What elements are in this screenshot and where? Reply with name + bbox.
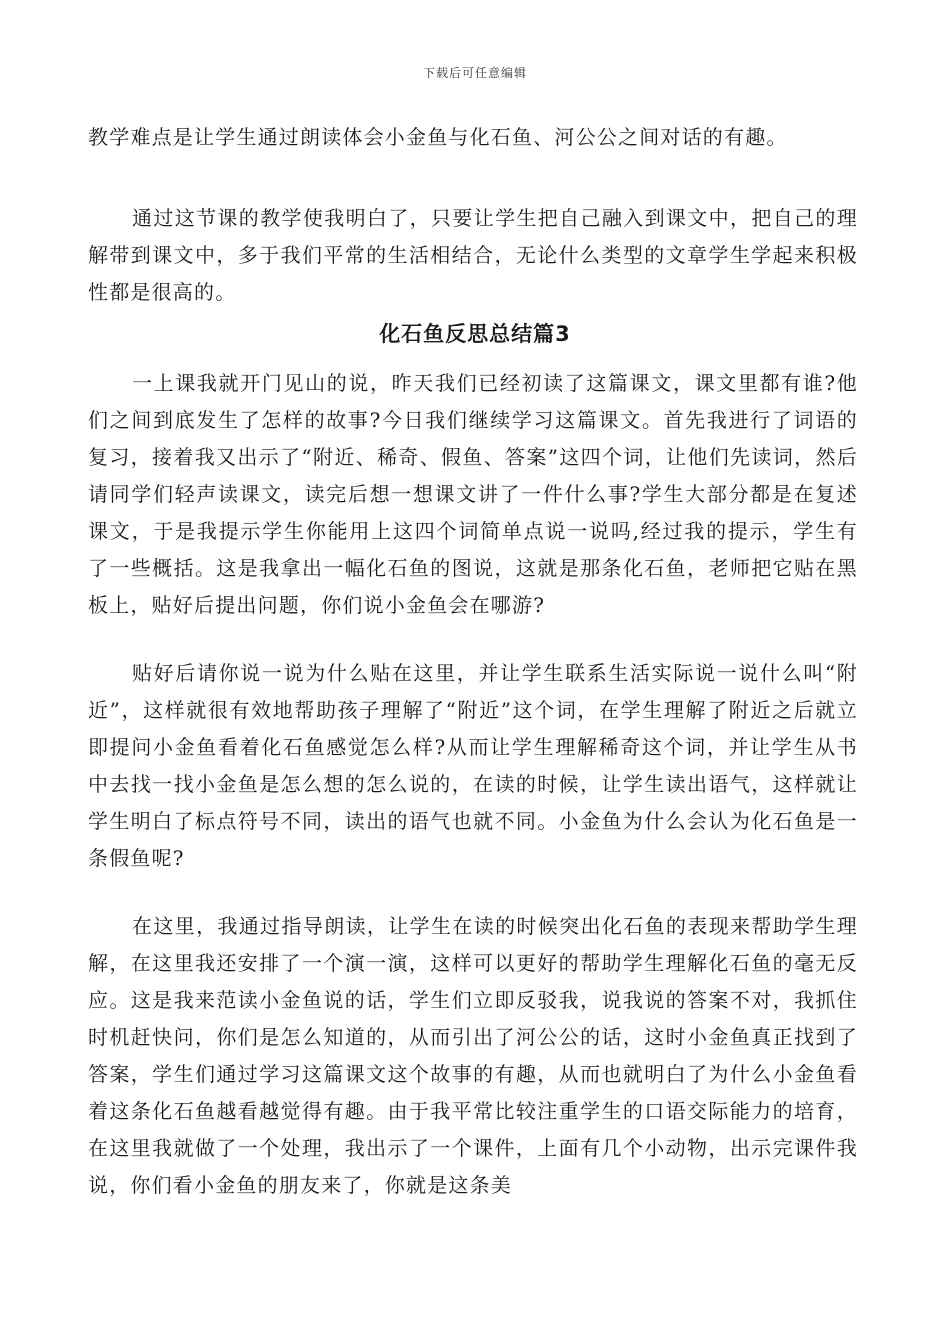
paragraph-lesson-insight: 通过这节课的教学使我明白了，只要让学生把自己融入到课文中，把自己的理解带到课文中，多于我们平常的生活相结合，无论什么类型的文章学生学起来积极性都是很高的。 (88, 206, 858, 304)
paragraph-vocabulary-explanation: 贴好后请你说一说为什么贴在这里，并让学生联系生活实际说一说什么叫“附近”，这样就很有效地帮助孩子理解了“附近”这个词，在学生理解了附近之后就立即提问小金鱼看着化石鱼感觉怎么样?从而让学生理解稀奇这个词，并让学生从书中去找一找小金鱼是怎么想的怎么说的，在读的时候，让学生读出语气，这样就让学生明白了标点符号不同，读出的语气也就不同。小金鱼为什么会认为化石鱼是一条假鱼呢? (88, 661, 858, 870)
page-header: 下载后可任意编辑 (422, 66, 527, 80)
paragraph-lesson-opening: 一上课我就开门见山的说，昨天我们已经初读了这篇课文，课文里都有谁?他们之间到底发生了怎样的故事?今日我们继续学习这篇课文。首先我进行了词语的复习，接着我又出示了“附近、稀奇、假鱼、答案”这四个词，让他们先读词，然后请同学们轻声读课文，读完后想一想课文讲了一件什么事?学生大部分都是在复述课文，于是我提示学生你能用上这四个词简单点说一说吗,经过我的提示，学生有了一些概括。这是我拿出一幅化石鱼的图说，这就是那条化石鱼，老师把它贴在黑板上，贴好后提出问题，你们说小金鱼会在哪游? (88, 371, 858, 617)
paragraph-teaching-difficulty: 教学难点是让学生通过朗读体会小金鱼与化石鱼、河公公之间对话的有趣。 (88, 125, 788, 149)
paragraph-reading-guidance: 在这里，我通过指导朗读，让学生在读的时候突出化石鱼的表现来帮助学生理解，在这里我还安排了一个演一演，这样可以更好的帮助学生理解化石鱼的毫无反应。这是我来范读小金鱼说的话，学生们立即反驳我，说我说的答案不对，我抓住时机赶快问，你们是怎么知道的，从而引出了河公公的话，这时小金鱼真正找到了答案，学生们通过学习这篇课文这个故事的有趣，从而也就明白了为什么小金鱼看着这条化石鱼越看越觉得有趣。由于我平常比较注重学生的口语交际能力的培育，在这里我就做了一个处理，我出示了一个课件，上面有几个小动物，出示完课件我说，你们看小金鱼的朋友来了，你就是这条美 (88, 914, 858, 1197)
section-title: 化石鱼反思总结篇3 (379, 322, 571, 346)
